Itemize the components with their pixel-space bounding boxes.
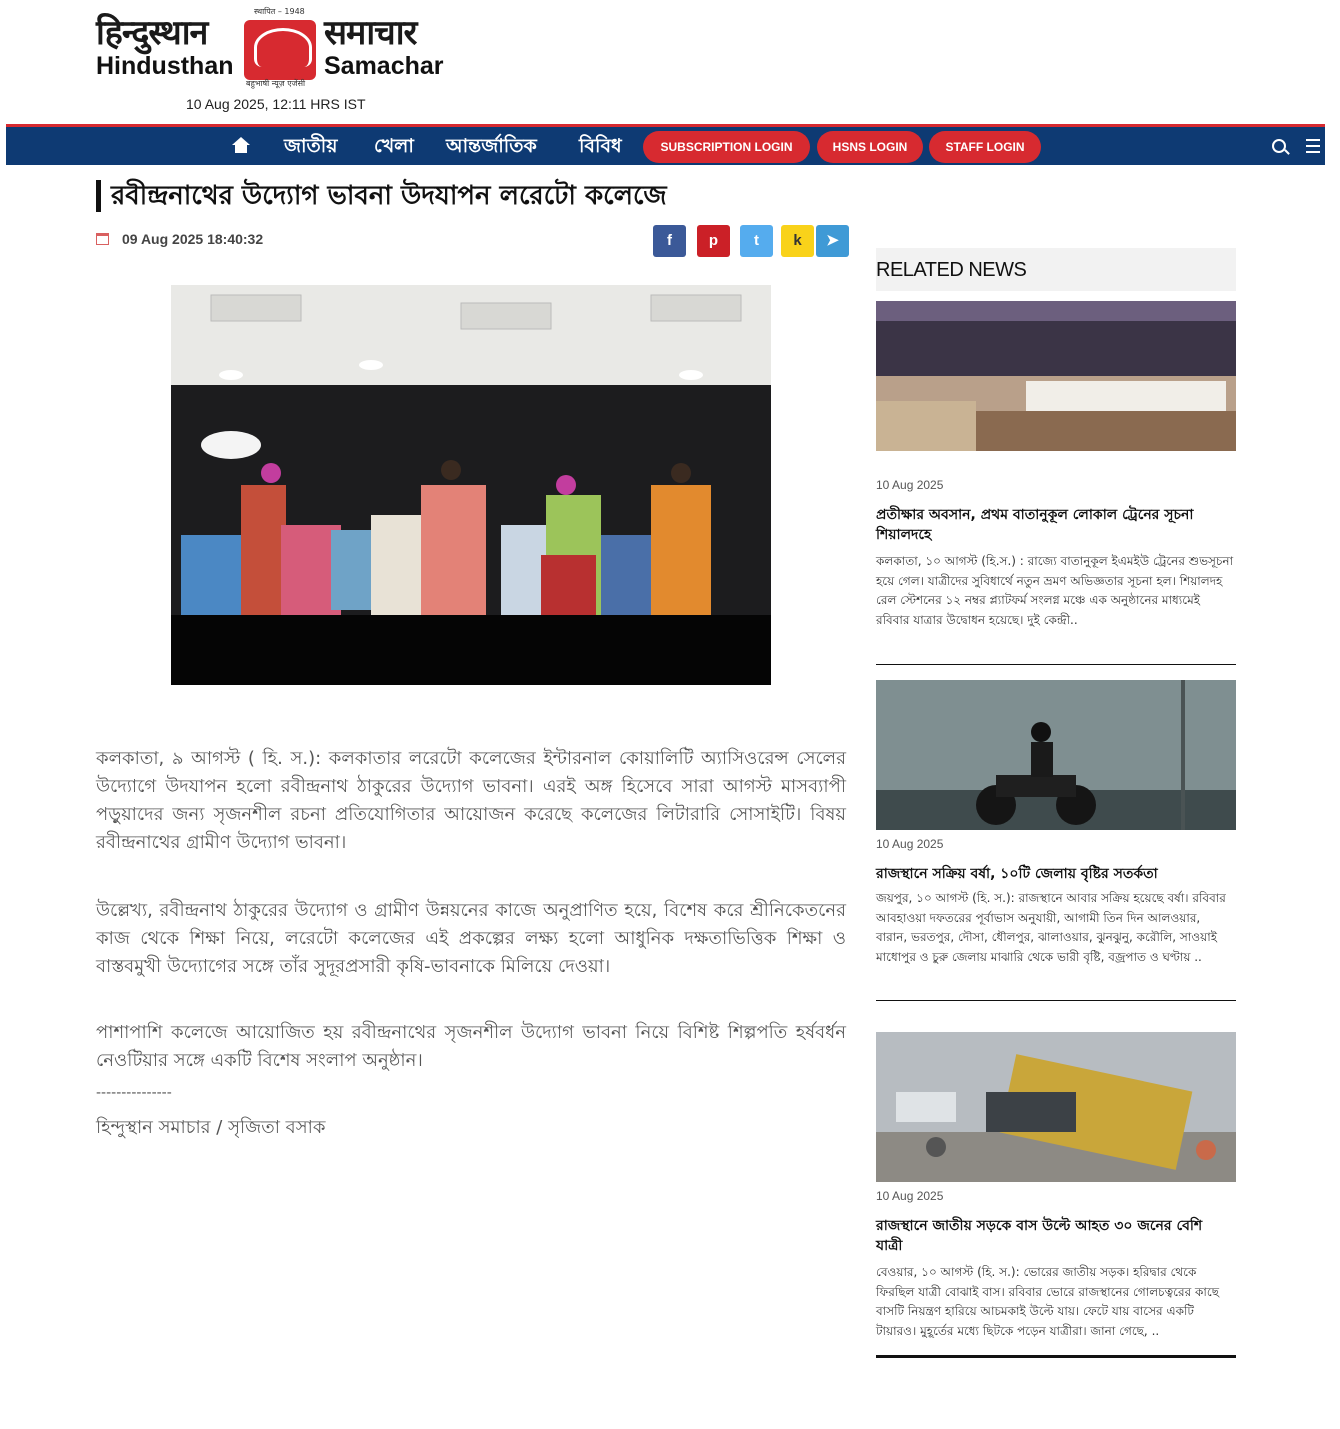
header-datetime: 10 Aug 2025, 12:11 HRS IST — [186, 96, 366, 112]
logo-tagline: बहुभाषी न्यूज़ एजेंसी — [246, 79, 306, 88]
article-published-date: 09 Aug 2025 18:40:32 — [122, 231, 264, 247]
related-news-title[interactable]: রাজস্থানে সক্রিয় বর্ষা, ১০টি জেলায় বৃষ্টির সতর্কতা — [876, 866, 1158, 882]
twitter-share-button[interactable] — [740, 225, 773, 257]
pinterest-share-button[interactable] — [697, 225, 730, 257]
divider — [876, 1355, 1236, 1358]
nav-item-international[interactable]: আন্তর্জাতিক — [446, 135, 537, 157]
nav-item-sports[interactable]: খেলা — [374, 135, 414, 157]
related-news-title[interactable]: প্রতীক্ষার অবসান, প্রথম বাতানুকূল লোকাল ট্রেনের সূচনা শিয়ালদহে — [876, 507, 1194, 543]
logo-hindi-left: हिन्दुस्थान — [96, 13, 208, 53]
hsns-login-button[interactable]: HSNS LOGIN — [817, 131, 923, 163]
pinterest-icon: p — [708, 232, 719, 249]
koo-icon: k — [793, 232, 802, 249]
search-icon[interactable] — [1272, 139, 1286, 153]
twitter-icon: t — [754, 232, 759, 249]
related-news-date: 10 Aug 2025 — [876, 1189, 944, 1203]
telegram-share-button[interactable] — [816, 225, 849, 257]
telegram-icon: ➤ — [826, 232, 839, 249]
related-news-excerpt: বেওয়ার, ১০ আগস্ট (হি. স.): ভোরের জাতীয় সড়ক। হরিদ্বার থেকে ফিরছিল যাত্রী বোঝাই বাস। রবিবার ভোরে রাজস্থানের গোলচত্বরের কাছে বাসটি নিয়ন্ত্রণ হারিয়ে আচমকাই উল্টে যায়। ফেটে যায় বাসের একটি টায়ারও। মুহূর্তের মধ্যে ছিটকে পড়েন যাত্রীরা। জানা গেছে, .. — [876, 1265, 1219, 1338]
related-news-date: 10 Aug 2025 — [876, 837, 944, 851]
home-icon[interactable] — [232, 137, 250, 153]
related-news-date: 10 Aug 2025 — [876, 478, 944, 492]
article-separator: --------------- — [96, 1085, 172, 1101]
hamburger-menu-icon[interactable] — [1306, 139, 1320, 153]
logo-english-right: Samachar — [324, 52, 444, 80]
article-paragraph: উল্লেখ্য, রবীন্দ্রনাথ ঠাকুরের উদ্যোগ ও গ্রামীণ উন্নয়নের কাজে অনুপ্রাণিত হয়ে, বিশেষ করে শ্রীনিকেতনের কাজ থেকে শিক্ষা নিয়ে, লরেটো কলেজের এই প্রকল্পের লক্ষ্য হলো আধুনিক দক্ষতাভিত্তিক শিক্ষা ও বাস্তবমুখী উদ্যোগের সঙ্গে তাঁর সুদূরপ্রসারী কৃষি-ভাবনাকে মিলিয়ে দেওয়া। — [96, 900, 846, 977]
related-news-excerpt: জয়পুর, ১০ আগস্ট (হি. স.): রাজস্থানে আবার সক্রিয় হয়েছে বর্ষা। রবিবার আবহাওয়া দফতরের পূর্বাভাস অনুযায়ী, আগামী তিন দিন আলওয়ার, বারান, ভরতপুর, দৌসা, ধৌলপুর, ঝালাওয়ার, ঝুনঝুনু, করৌলি, সাওয়াই মাধোপুর ও চুরু জেলায় মাঝারি থেকে ভারী বৃষ্টি, বজ্রপাত ও ঘণ্টায় .. — [876, 891, 1226, 964]
related-news-thumbnail[interactable] — [876, 301, 1236, 451]
related-news-thumbnail[interactable] — [876, 1032, 1236, 1182]
subscription-login-button[interactable]: SUBSCRIPTION LOGIN — [643, 131, 810, 163]
logo-hindi-right: समाचार — [324, 13, 417, 53]
related-news-thumbnail[interactable] — [876, 680, 1236, 830]
related-news-excerpt: কলকাতা, ১০ আগস্ট (হি.স.) : রাজ্যে বাতানুকূল ইএমইউ ট্রেনের শুভসূচনা হয়ে গেল। যাত্রীদের সুবিধার্থে নতুন ভ্রমণ অভিজ্ঞতার সূচনা হল। শিয়ালদহ রেল স্টেশনের ১২ নম্বর প্ল্যাটফর্ম সংলগ্ন মঞ্চে এক অনুষ্ঠানের মাধ্যমেই রবিবার যাত্রার উদ্বোধন হয়েছে। দুই কেন্দ্রী.. — [876, 554, 1234, 627]
logo-established: स्थापित – 1948 — [254, 7, 305, 16]
site-logo[interactable] — [96, 8, 458, 88]
nav-item-national[interactable]: জাতীয় — [284, 135, 338, 157]
logo-emblem — [244, 20, 316, 80]
facebook-icon: f — [667, 232, 672, 249]
article-title: রবীন্দ্রনাথের উদ্যোগ ভাবনা উদযাপন লরেটো কলেজে — [96, 180, 667, 212]
related-news-title[interactable]: রাজস্থানে জাতীয় সড়কে বাস উল্টে আহত ৩০ জনের বেশি যাত্রী — [876, 1218, 1203, 1254]
main-nav — [6, 124, 1325, 165]
koo-share-button[interactable] — [781, 225, 814, 257]
article-paragraph: পাশাপাশি কলেজে আয়োজিত হয় রবীন্দ্রনাথের সৃজনশীল উদ্যোগ ভাবনা নিয়ে বিশিষ্ট শিল্পপতি হর্ষবর্ধন নেওটিয়ার সঙ্গে একটি বিশেষ সংলাপ অনুষ্ঠান। — [96, 1022, 846, 1071]
staff-login-button[interactable]: STAFF LOGIN — [929, 131, 1041, 163]
divider — [876, 664, 1236, 665]
article-hero-image — [171, 285, 771, 685]
divider — [876, 1000, 1236, 1001]
calendar-icon — [96, 233, 109, 245]
facebook-share-button[interactable] — [653, 225, 686, 257]
article-byline: হিন্দুস্থান সমাচার / সৃজিতা বসাক — [96, 1117, 326, 1138]
nav-item-misc[interactable]: বিবিধ — [579, 135, 622, 157]
logo-english-left: Hindusthan — [96, 52, 234, 80]
article-paragraph: কলকাতা, ৯ আগস্ট ( হি. স.): কলকাতার লরেটো কলেজের ইন্টারনাল কোয়ালিটি অ্যাসিওরেন্স সেলের উদ্যোগে উদযাপন হলো রবীন্দ্রনাথ ঠাকুরের উদ্যোগ ভাবনা। এরই অঙ্গ হিসেবে সারা আগস্ট মাসব্যাপী পড়ুয়াদের জন্য সৃজনশীল রচনা প্রতিযোগিতার আয়োজন করেছে কলেজের লিটারারি সোসাইটি। বিষয় রবীন্দ্রনাথের গ্রামীণ উদ্যোগ ভাবনা। — [96, 748, 846, 853]
related-news-heading: RELATED NEWS — [876, 248, 1236, 291]
